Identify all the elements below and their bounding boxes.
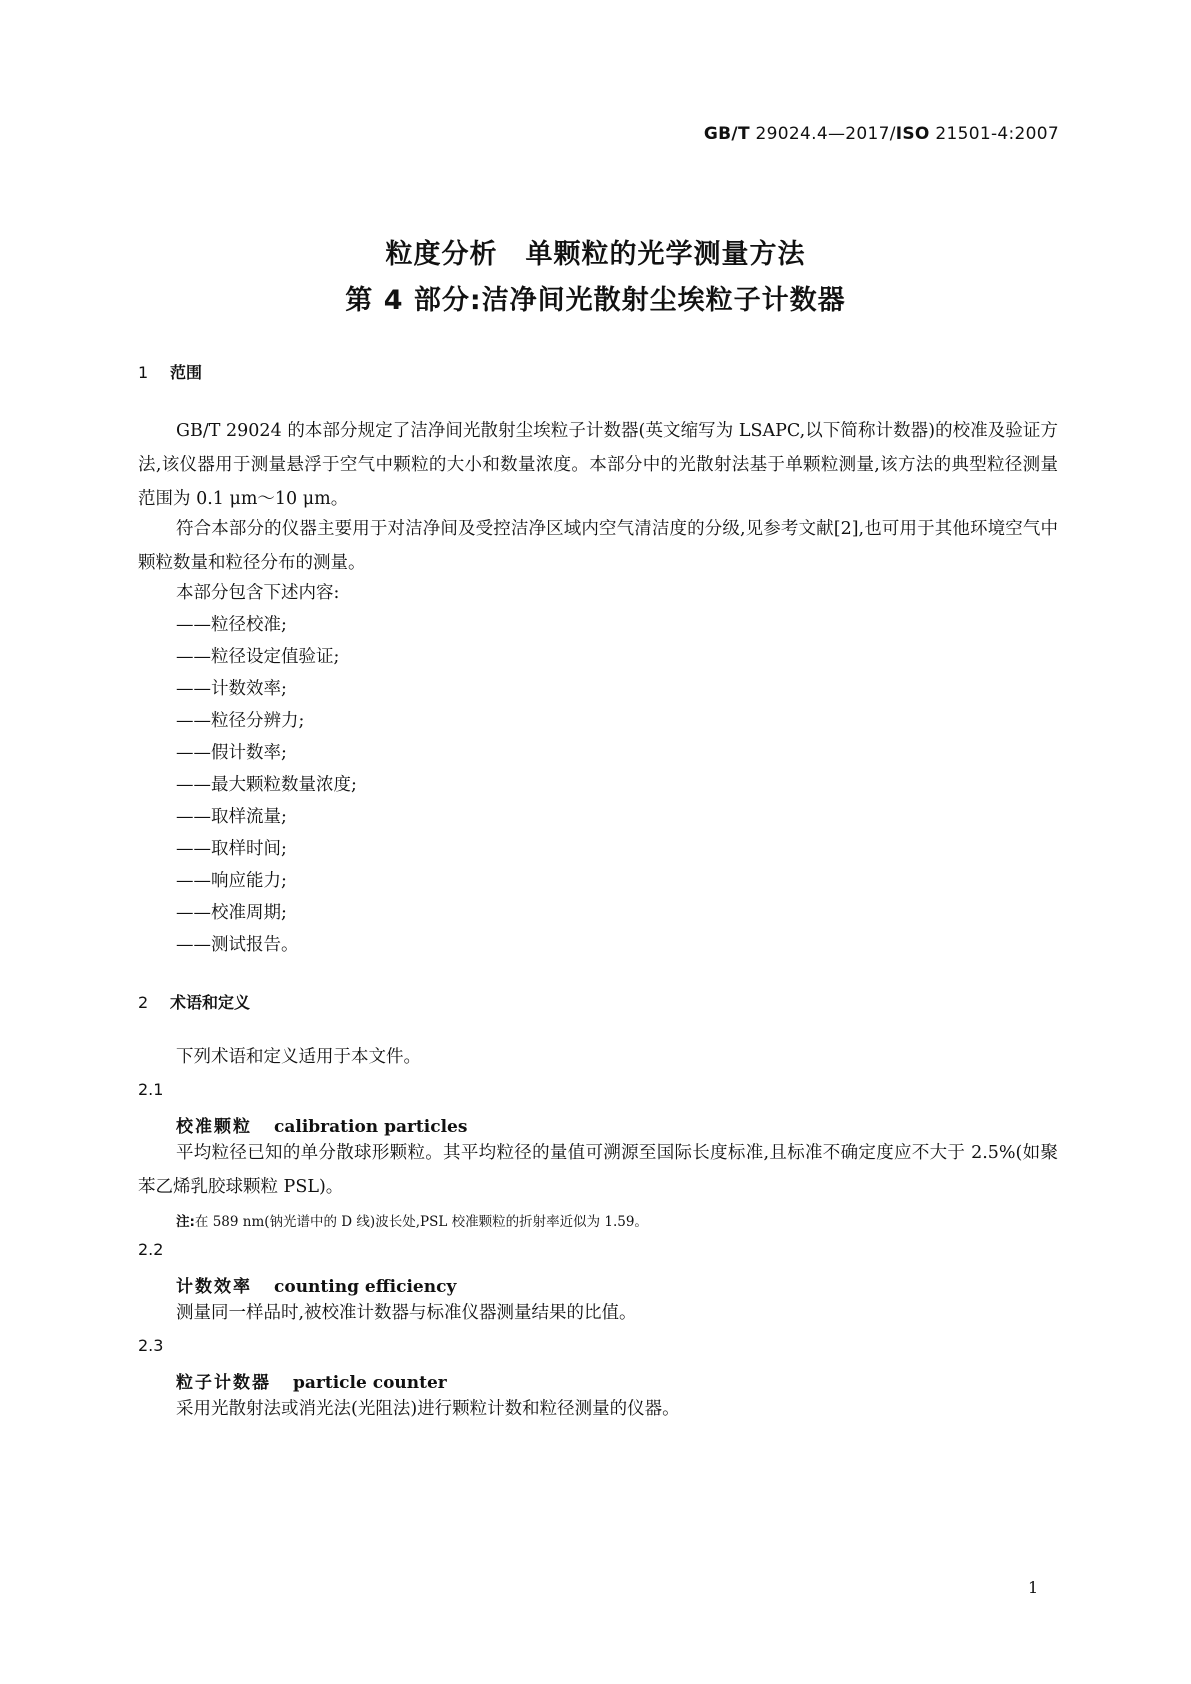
- term-note: [176, 1210, 648, 1230]
- term-number: 2.2: [138, 1240, 164, 1259]
- scope-paragraph-1: GB/T 29024 的本部分规定了洁净间光散射尘埃粒子计数器(英文缩写为 LSAPC,以下简称计数器)的校准及验证方法,该仪器用于测量悬浮于空气中颗粒的大小和数量浓度。本部分中的光散射法基于单颗粒测量,该方法的典型粒径测量范围为 0.1 μm～10 μm。: [138, 421, 1058, 509]
- term-heading: [176, 1272, 456, 1297]
- scope-list-item: ——粒径分辨力;: [176, 711, 305, 731]
- term-definition: 采用光散射法或消光法(光阻法)进行颗粒计数和粒径测量的仪器。: [176, 1399, 680, 1419]
- term-chinese: 计数效率: [176, 1277, 252, 1297]
- section-2-number: 2: [138, 993, 149, 1012]
- scope-list-item: ——粒径校准;: [176, 615, 287, 635]
- scope-list-item: ——假计数率;: [176, 743, 287, 763]
- term-chinese: 粒子计数器: [176, 1373, 271, 1393]
- term-heading: [176, 1368, 447, 1393]
- section-2-heading: [138, 990, 250, 1013]
- scope-list-item: ——取样时间;: [176, 839, 287, 859]
- standard-number-header: [704, 124, 1059, 144]
- scope-list-item: ——校准周期;: [176, 903, 287, 923]
- term-english: particle counter: [293, 1373, 447, 1393]
- terms-intro: 下列术语和定义适用于本文件。: [176, 1047, 421, 1067]
- scope-list-item: ——测试报告。: [176, 935, 299, 955]
- term-english: calibration particles: [274, 1117, 468, 1137]
- document-title-line-2: 第 4 部分:洁净间光散射尘埃粒子计数器: [345, 285, 846, 316]
- note-label: 注:: [176, 1214, 195, 1230]
- iso-prefix: ISO: [895, 124, 930, 144]
- document-title-line-1: 粒度分析 单颗粒的光学测量方法: [385, 239, 806, 270]
- scope-list-item: ——取样流量;: [176, 807, 287, 827]
- section-1-heading: [138, 360, 202, 383]
- std-prefix: GB/T: [703, 124, 750, 144]
- scope-list-item: ——最大颗粒数量浓度;: [176, 775, 357, 795]
- section-1-title: 范围: [170, 363, 203, 382]
- scope-list-item: ——响应能力;: [176, 871, 287, 891]
- term-english: counting efficiency: [274, 1277, 457, 1297]
- section-2-title: 术语和定义: [170, 993, 251, 1012]
- scope-list-item: ——粒径设定值验证;: [176, 647, 340, 667]
- term-number: 2.3: [138, 1336, 164, 1355]
- scope-list-intro: 本部分包含下述内容:: [176, 583, 340, 603]
- term-chinese: 校准颗粒: [176, 1117, 252, 1137]
- scope-list-item: ——计数效率;: [176, 679, 287, 699]
- term-number: 2.1: [138, 1080, 164, 1099]
- scope-paragraph-2: 符合本部分的仪器主要用于对洁净间及受控洁净区域内空气清洁度的分级,见参考文献[2],也可用于其他环境空气中颗粒数量和粒径分布的测量。: [138, 519, 1058, 573]
- term-definition: 平均粒径已知的单分散球形颗粒。其平均粒径的量值可溯源至国际长度标准,且标准不确定度应不大于 2.5%(如聚苯乙烯乳胶球颗粒 PSL)。: [138, 1143, 1058, 1197]
- note-text: 在 589 nm(钠光谱中的 D 线)波长处,PSL 校准颗粒的折射率近似为 1.59。: [194, 1214, 648, 1230]
- iso-number: 21501-4:2007: [929, 124, 1059, 144]
- section-1-number: 1: [138, 363, 149, 382]
- term-definition: 测量同一样品时,被校准计数器与标准仪器测量结果的比值。: [176, 1303, 637, 1323]
- term-heading: [176, 1112, 467, 1137]
- page-number: 1: [1028, 1578, 1039, 1597]
- std-number: 29024.4—2017/: [749, 124, 896, 144]
